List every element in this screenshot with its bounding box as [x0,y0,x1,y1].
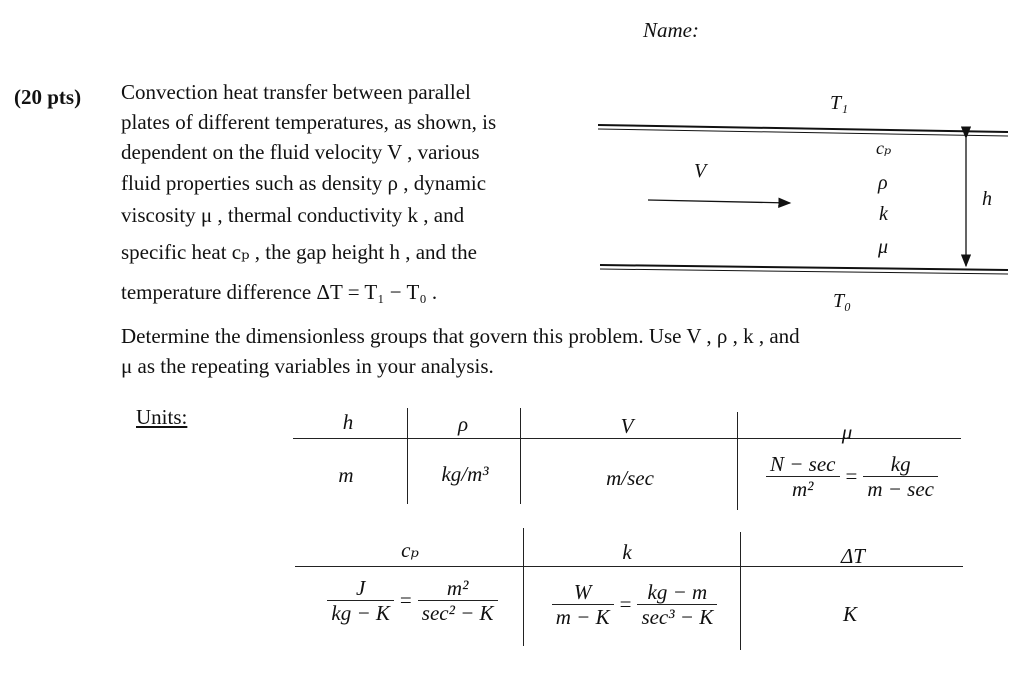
problem-line-6: specific heat cₚ , the gap height h , and the [121,240,477,264]
units-label: Units: [136,405,188,429]
mu-label: μ [878,236,889,258]
velocity-label: V [694,160,707,182]
name-label: Name: [643,18,699,42]
unit-rho: kg/m³ [441,462,489,486]
header-rho: ρ [457,412,469,436]
header-dT: ΔT [840,544,865,568]
parallel-plates-diagram [590,80,1020,320]
unit-h: m [338,463,354,487]
rho-label: ρ [878,172,888,194]
points-label: (20 pts) [14,85,82,109]
k-label: k [879,203,888,225]
header-V: V [620,414,634,438]
problem-line-1: Convection heat transfer between parallel [121,80,471,104]
problem-line-3: dependent on the fluid velocity V , various [121,140,480,164]
header-cp: cₚ [401,538,419,562]
unit-k: $\frac{W}{m - K}$ = $\frac{kg - m}{\text{sec³ − K}}$ [537,580,732,629]
problem-line-2: plates of different temperatures, as shown, is [121,110,497,134]
unit-mu: $\frac{N - \sec}{\text{m²}}$ = $\frac{kg}{m - \sec}$ [752,452,952,501]
problem-line-9: μ as the repeating variables in your analysis. [121,354,494,378]
velocity-arrow [648,200,790,203]
cp-label: cₚ [876,138,892,158]
header-mu: μ [841,420,853,444]
unit-dT: K [842,602,857,626]
gap-label: h [982,188,992,210]
header-k: k [622,540,632,564]
unit-V: m/sec [606,466,654,490]
problem-line-4: fluid properties such as density ρ , dynamic [121,171,487,195]
top-temperature: T₁ [830,92,849,114]
problem-line-8: Determine the dimensionless groups that govern this problem. Use V , ρ , k , and [121,324,800,348]
problem-line-5: viscosity μ , thermal conductivity k , and [121,203,465,227]
header-h: h [342,410,354,434]
bottom-temperature: T₀ [833,290,852,312]
problem-line-7: temperature difference ΔT = T₁ − T₀ . [121,280,438,304]
top-plate [598,125,1008,132]
unit-cp: $\frac{J}{kg - K}$ = $\frac{\text{m²}}{\text{sec² − K}}$ [310,576,515,625]
